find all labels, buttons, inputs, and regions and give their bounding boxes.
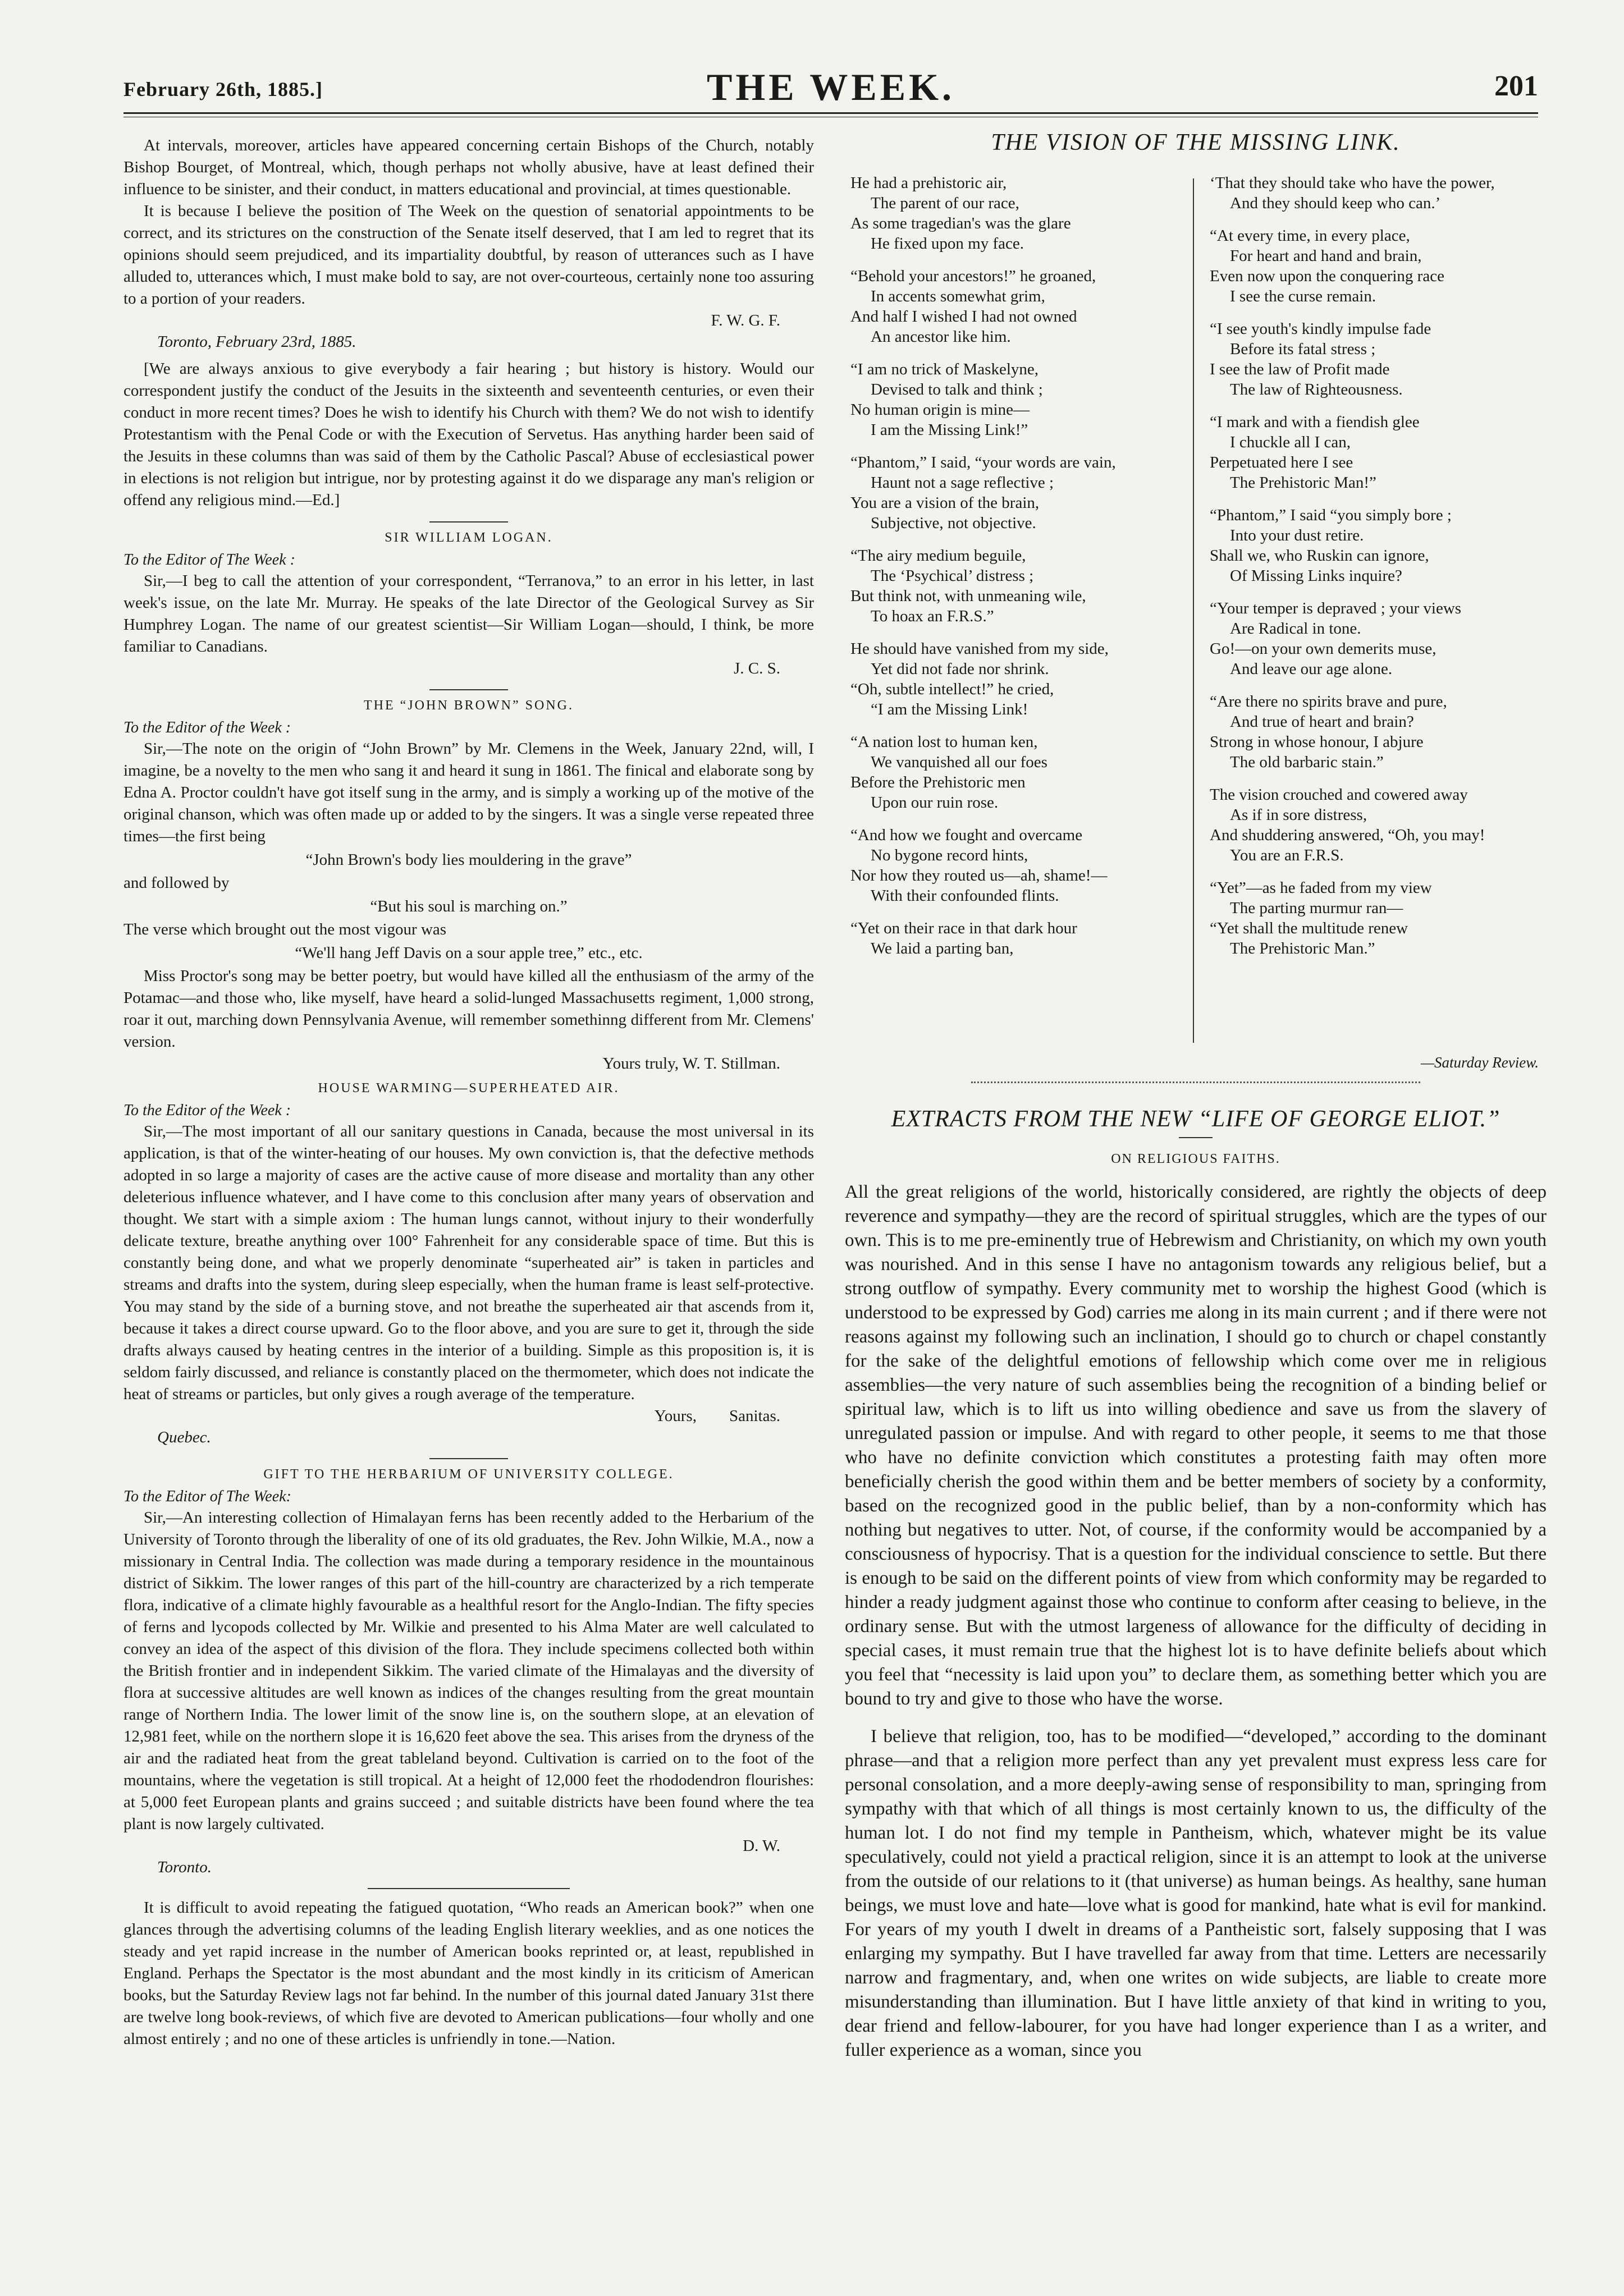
- poem-line: Yet did not fade nor shrink.: [871, 660, 1049, 678]
- poem-line: And shuddering answered, “Oh, you may!: [1210, 826, 1485, 844]
- stanza: [1210, 226, 1541, 306]
- paragraph: I believe that religion, too, has to be modified—“developed,” according to the dominant phrase—and that a religion more perfect than any yet prevalent must express less care for personal consolation, and a more deeply-awing sense of responsibility to man, springing from sympathy with that which of all things is most certainly known to us, the difficulty of the human lot. I do not find my temple in Pantheism, which, whatever might be its value speculatively, could not yield a practical religion, since it is an attempt to look at the universe from the outside of our relations to it (that universe) as human beings. As healthy, sane human beings, we must love and hate—love what is good for mankind, hate what is evil for mankind. For years of my youth I dwelt in dreams of a Pantheistic sort, falsely supposing that I was enlarging my sympathy. But I have travelled far away from that time. Letters are necessarily narrow and fragmentary, and, when one writes on wide subjects, are liable to create more misunderstanding than illumination. But I have little anxiety of that kind in writing to you, dear friend and fellow-labourer, for you have had longer experience than I as a writer, and fuller experience as a woman, since you: [845, 1726, 1547, 2060]
- extracts-title: EXTRACTS FROM THE NEW “LIFE OF GEORGE ELIOT.”: [891, 1106, 1501, 1132]
- poem-line: Before the Prehistoric men: [850, 773, 1026, 791]
- poem-line: The Prehistoric Man!”: [1230, 474, 1376, 492]
- poem-line: And true of heart and brain?: [1230, 713, 1414, 731]
- poem: [845, 173, 1547, 1054]
- divider: [429, 1458, 508, 1459]
- stanza: [1210, 785, 1541, 865]
- poem-line: As if in sore distress,: [1230, 806, 1367, 824]
- left-column: [123, 135, 814, 2050]
- divider: [429, 689, 508, 690]
- poem-line: Go!—on your own demerits muse,: [1210, 640, 1437, 658]
- poem-line: With their confounded flints.: [871, 887, 1059, 905]
- american-books-note: [123, 1897, 814, 2050]
- poem-line: “A nation lost to human ken,: [850, 733, 1038, 751]
- poem-line: “And how we fought and overcame: [850, 826, 1083, 844]
- stanza: [850, 546, 1182, 626]
- salutation: To the Editor of the Week :: [123, 1102, 291, 1119]
- stanza: [850, 266, 1182, 347]
- editor-note: [We are always anxious to give everybody a fair hearing ; but history is history. Would our correspondent justify the conduct of the Jesuits in the sixteenth and seventeenth centuries, or even their conduct in more recent times? Does he wish to identify his Church with them? We do not wish to identify Protestantism with the Penal Code or with the Execution of Servetus. Has anything harder been said of the Jesuits in these columns than was said of them by the Catholic Pascal? Abuse of ecclesiastical power in elections is not religion but intrigue, nor by protesting against it do we disparage any man's religion or offend any religious mind.—Ed.]: [123, 360, 814, 509]
- paragraph: All the great religions of the world, historically considered, are rightly the objects of deep reverence and sympathy—they are the record of spiritual struggles, which are the types of our own. This is to me pre-eminently true of Hebrewism and Christianity, on which my own youth was nourished. And in this sense I have no antagonism towards any religious belief, but a strong outflow of sympathy. Every community met to worship the highest Good (which is understood to be expressed by God) carries me along in its main current ; and if there were not reasons against my following such an inclination, I should go to church or chapel constantly for the sake of the delightful emotions of fellowship which come over me in religious assemblies—the very nature of such assemblies being the recognition of a binding belief or spiritual law, which is to lift us into willing obedience and save us from the slavery of unregulated passion or impulse. And with regard to other people, it seems to me that those who have no definite conviction which constitutes a protesting faith may often more beneficially cherish the good within them and be better members of society by a conformity, based on the recognized good in the public belief, than by a non-conformity which has nothing but negatives to utter. Not, of course, if the conformity would be accompanied by a consciousness of hypocrisy. That is a question for the individual conscience to settle. But there is enough to be said on the different points of view from which conformity may be regarded to hinder a ready judgment against those who continue to conform after ceasing to believe, in the ordinary sense. But with the utmost largeness of allowance for the difficulty of deciding in special cases, it must remain true that the highest lot is to have definite beliefs about which you feel that “necessity is laid upon you” to declare them, as something better which you are bound to try and give to those who have the worse.: [845, 1182, 1547, 1709]
- dateline: Toronto, February 23rd, 1885.: [157, 333, 356, 351]
- poem-line: “I am the Missing Link!: [871, 700, 1028, 718]
- poem-line: “Oh, subtle intellect!” he cried,: [850, 680, 1054, 698]
- divider: [368, 1888, 570, 1889]
- paragraph: At intervals, moreover, articles have appeared concerning certain Bishops of the Church, notably Bishop Bourget, of Montreal, which, though perhaps not wholly abusive, have at least defined their influence to be sinister, and their conduct, in matters educational and provincial, at times questionable.: [123, 136, 814, 198]
- signature: D. W.: [743, 1837, 780, 1855]
- issue-date: February 26th, 1885.]: [123, 78, 323, 100]
- song-quote: “But his soul is marching on.”: [370, 897, 568, 915]
- signature-row: [123, 1405, 814, 1427]
- poem-line: The parent of our race,: [871, 194, 1019, 212]
- poem-line: Are Radical in tone.: [1230, 620, 1361, 638]
- poem-line: As some tragedian's was the glare: [850, 214, 1071, 232]
- section-title: GIFT TO THE HERBARIUM OF UNIVERSITY COLLEGE.: [263, 1467, 674, 1482]
- poem-line: But think not, with unmeaning wile,: [850, 587, 1086, 605]
- poem-line: “Your temper is depraved ; your views: [1210, 599, 1462, 617]
- column-divider: [1193, 178, 1194, 1043]
- song-quote: “John Brown's body lies mouldering in the grave”: [305, 851, 632, 869]
- stanza: [1210, 598, 1541, 679]
- stanza: [850, 639, 1182, 719]
- stanza: [1210, 319, 1541, 400]
- salutation: To the Editor of the Week :: [123, 719, 291, 736]
- poem-line: I see the curse remain.: [1230, 287, 1376, 305]
- divider: [429, 521, 508, 523]
- poem-line: And leave our age alone.: [1230, 660, 1393, 678]
- letter-house-warming: [123, 1081, 814, 1448]
- right-column: [845, 129, 1547, 2076]
- signature: Yours truly, W. T. Stillman.: [602, 1055, 780, 1073]
- poem-line: In accents somewhat grim,: [871, 287, 1045, 305]
- poem-line: Devised to talk and think ;: [871, 381, 1043, 398]
- letter-body: Sir,—The most important of all our sanitary questions in Canada, because the most universal in its application, is that of the winter-heating of our houses. My own conviction is, that the defective methods adopted in so large a majority of cases are the active cause of more disease and mortality than any other deleterious influence whatever, and I have come to this conclusion after many years of observation and thought. We start with a simple axiom : The human lungs cannot, without injury to their wonderfully delicate texture, breathe anything over 100° Fahrenheit for any considerable space of time. But this is constantly being done, and what we properly denominate “superheated air” is taken in particles and streams and drafts into the system, during sleep especially, when the human frame is least self-protective. You may stand by the side of a burning stove, and not breathe the superheated air that ascends from it, because it takes a direct course upward. Go to the floor above, and you are sure to get it, through the side drafts always caused by heating centres in the interior of a building. Simple as this proposition is, it is seldom fairly discussed, and reliance is constantly placed on the thermometer, which does not indicate the heat of streams or particles, but only gives a rough average of the temperature.: [123, 1122, 814, 1403]
- poem-line: You are an F.R.S.: [1230, 846, 1344, 864]
- section-title: SIR WILLIAM LOGAN.: [385, 530, 553, 545]
- header-rule: [123, 112, 1538, 117]
- signature-row: [123, 310, 814, 331]
- poem-line: We laid a parting ban,: [871, 940, 1014, 957]
- paragraph: Miss Proctor's song may be better poetry, but would have killed all the enthusiasm of the army of the Potamac—and those who, like myself, have heard a solid-lunged Massachusetts regiment, 1,000 strong, roar it out, marching down Pennsylvania Avenue, will remember somethinng different from Mr. Clemens' version.: [123, 967, 814, 1051]
- poem-line: Perpetuated here I see: [1210, 453, 1353, 471]
- poem-line: The law of Righteousness.: [1230, 381, 1403, 398]
- stanza: [850, 825, 1182, 906]
- extracts-subtitle: ON RELIGIOUS FAITHS.: [1111, 1152, 1280, 1166]
- poem-line: The old barbaric stain.”: [1230, 753, 1384, 771]
- dotted-divider: [971, 1081, 1420, 1083]
- signature: F. W. G. F.: [711, 311, 780, 329]
- poem-column-right: [1210, 173, 1541, 971]
- poem-line: The vision crouched and cowered away: [1210, 786, 1468, 804]
- poem-line: “I mark and with a fiendish glee: [1210, 413, 1420, 431]
- paragraph: The verse which brought out the most vigour was: [123, 920, 447, 938]
- signature-closing: Yours,: [654, 1407, 697, 1425]
- poem-line: “At every time, in every place,: [1210, 227, 1410, 245]
- paragraph: It is because I believe the position of The Week on the question of senatorial appointments to be correct, and its strictures on the construction of the Senate itself deserved, that I am led to regret that its opinions should seem prejudiced, and its impartiality doubtful, by reason of utterances such as I have alluded to, utterances which, I must make bold to say, are not over-courteous, certainly none too assuring to a portion of your readers.: [123, 202, 814, 308]
- poem-line: I see the law of Profit made: [1210, 360, 1390, 378]
- poem-line: Even now upon the conquering race: [1210, 267, 1444, 285]
- poem-title: THE VISION OF THE MISSING LINK.: [991, 130, 1401, 155]
- stanza: [850, 732, 1182, 813]
- letter-body: Sir,—I beg to call the attention of your correspondent, “Terranova,” to an error in his letter, in last week's issue, on the late Mr. Murray. He speaks of the late Director of the Geological Survey as Sir Humphrey Logan. The name of our greatest scientist—Sir William Logan—should, I think, be more familiar to Canadians.: [123, 572, 814, 656]
- poem-line: No human origin is mine—: [850, 401, 1030, 419]
- poem-line: “The airy medium beguile,: [850, 547, 1026, 565]
- poem-line: Of Missing Links inquire?: [1230, 567, 1402, 585]
- poem-line: “Yet shall the multitude renew: [1210, 919, 1408, 937]
- poem-line: Haunt not a sage reflective ;: [871, 474, 1054, 492]
- page-header: [123, 62, 1538, 112]
- poem-line: Shall we, who Ruskin can ignore,: [1210, 547, 1429, 565]
- letter-body: Sir,—The note on the origin of “John Brown” by Mr. Clemens in the Week, January 22nd, will, I imagine, be a novelty to the men who sang it and heard it sung in 1861. The finical and elaborate song by Edna A. Proctor couldn't have got itself sung in the army, and is simply a working up of the motive of the original chanson, which was often made up or added to by the singers. It was a single verse repeated three times—the first being: [123, 740, 814, 845]
- salutation: To the Editor of The Week:: [123, 1488, 291, 1505]
- poem-line: “Yet”—as he faded from my view: [1210, 879, 1432, 897]
- poem-line: “Phantom,” I said “you simply bore ;: [1210, 506, 1452, 524]
- divider: [1179, 1137, 1213, 1138]
- poem-line: And they should keep who can.’: [1230, 194, 1441, 212]
- stanza: [850, 452, 1182, 533]
- stanza: [1210, 173, 1541, 213]
- salutation: To the Editor of The Week :: [123, 551, 295, 569]
- poem-line: We vanquished all our foes: [871, 753, 1047, 771]
- letter-body: Sir,—An interesting collection of Himalayan ferns has been recently added to the Herbarium of the University of Toronto through the liberality of one of its old graduates, the Rev. John Wilkie, M.A., now a missionary in Central India. The collection was made during a temporary residence in the mountainous district of Sikkim. The lower ranges of this part of the hill-country are characterized by a rich temperate flora, indicative of a climate highly favourable as a healthful resort for the Anglo-Indian. The fifty species of ferns and lycopods collected by Mr. Wilkie and presented to his Alma Mater are well calculated to convey an idea of the aspect of this division of the flora. They include specimens collected both within the British frontier and in independent Sikkim. The varied climate of the Himalayas and the diversity of flora at successive altitudes are well known as indices of the changes resulting from the great mountain range of Northern India. The lower limit of the snow line is, on the southern slope, at an elevation of 12,981 feet, while on the northern slope it is 16,620 feet above the sea. This arises from the dryness of the air and the radiated heat from the great tableland beyond. Cultivation is carried on to the foot of the mountains, where the vegetation is still tropical. At a height of 12,000 feet the rhododendron flourishes: at 5,000 feet European plants and grains succeed ; and suitable districts have been found where the tea plant is now largely cultivated.: [123, 1509, 814, 1833]
- page-number: 201: [1494, 70, 1538, 102]
- poem-line: No bygone record hints,: [871, 846, 1028, 864]
- poem-line: To hoax an F.R.S.”: [871, 607, 994, 625]
- letter-fwgf: [123, 135, 814, 511]
- dateline: Quebec.: [157, 1428, 211, 1446]
- poem-line: For heart and hand and brain,: [1230, 247, 1422, 265]
- poem-line: The Prehistoric Man.”: [1230, 940, 1375, 957]
- stanza: [1210, 412, 1541, 493]
- poem-line: Into your dust retire.: [1230, 526, 1364, 544]
- poem-line: He had a prehistoric air,: [850, 174, 1007, 192]
- poem-column-left: [850, 173, 1182, 971]
- poem-line: Strong in whose honour, I abjure: [1210, 733, 1424, 751]
- poem-line: Subjective, not objective.: [871, 514, 1036, 532]
- poem-line: I chuckle all I can,: [1230, 433, 1351, 451]
- stanza: [850, 359, 1182, 440]
- poem-line: ‘That they should take who have the power,: [1210, 174, 1495, 192]
- poem-line: “Are there no spirits brave and pure,: [1210, 693, 1447, 711]
- poem-line: “Behold your ancestors!” he groaned,: [850, 267, 1096, 285]
- stanza: [1210, 691, 1541, 772]
- letter-logan: [123, 530, 814, 679]
- poem-line: “Yet on their race in that dark hour: [850, 919, 1077, 937]
- signature: Sanitas.: [729, 1407, 780, 1425]
- poem-line: “Phantom,” I said, “your words are vain,: [850, 453, 1116, 471]
- signature-row: [123, 1053, 814, 1074]
- poem-line: The parting murmur ran—: [1230, 899, 1403, 917]
- stanza: [850, 918, 1182, 959]
- signature: J. C. S.: [733, 659, 780, 677]
- letter-herbarium: [123, 1467, 814, 1878]
- poem-line: Before its fatal stress ;: [1230, 340, 1376, 358]
- poem-line: You are a vision of the brain,: [850, 494, 1040, 512]
- section-title: HOUSE WARMING—SUPERHEATED AIR.: [318, 1081, 620, 1096]
- poem-line: Upon our ruin rose.: [871, 794, 999, 812]
- letter-john-brown: [123, 698, 814, 1074]
- stanza: [1210, 878, 1541, 959]
- paragraph: and followed by: [123, 874, 230, 892]
- poem-line: The ‘Psychical’ distress ;: [871, 567, 1034, 585]
- poem-attribution: —Saturday Review.: [1421, 1054, 1539, 1071]
- section-title: THE “JOHN BROWN” SONG.: [364, 698, 574, 713]
- poem-line: “I see youth's kindly impulse fade: [1210, 320, 1431, 338]
- poem-line: He should have vanished from my side,: [850, 640, 1109, 658]
- poem-line: An ancestor like him.: [871, 328, 1011, 346]
- dateline: Toronto.: [157, 1858, 212, 1876]
- paragraph: It is difficult to avoid repeating the fatigued quotation, “Who reads an American book?” when one glances through the advertising columns of the leading English literary weeklies, and as one notices the steady and yet rapid increase in the number of American books reprinted or, at least, republished in England. Perhaps the Spectator is the most abundant and the most kindly in its criticism of American books, but the Saturday Review lags not far behind. In the number of this journal dated January 31st there are twelve long book-reviews, of which five are devoted to American publications—four wholly and one almost entirely ; and no one of these articles is unfriendly in tone.—Nation.: [123, 1899, 814, 2048]
- poem-line: Nor how they routed us—ah, shame!—: [850, 867, 1108, 885]
- stanza: [850, 173, 1182, 254]
- poem-line: I am the Missing Link!”: [871, 421, 1028, 439]
- stanza: [1210, 505, 1541, 586]
- song-quote: “We'll hang Jeff Davis on a sour apple tree,” etc., etc.: [295, 944, 643, 962]
- poem-line: He fixed upon my face.: [871, 235, 1024, 253]
- signature-row: [123, 1835, 814, 1857]
- poem-line: And half I wished I had not owned: [850, 308, 1077, 326]
- masthead-title: THE WEEK.: [707, 66, 955, 108]
- signature-row: [123, 658, 814, 679]
- poem-line: “I am no trick of Maskelyne,: [850, 360, 1039, 378]
